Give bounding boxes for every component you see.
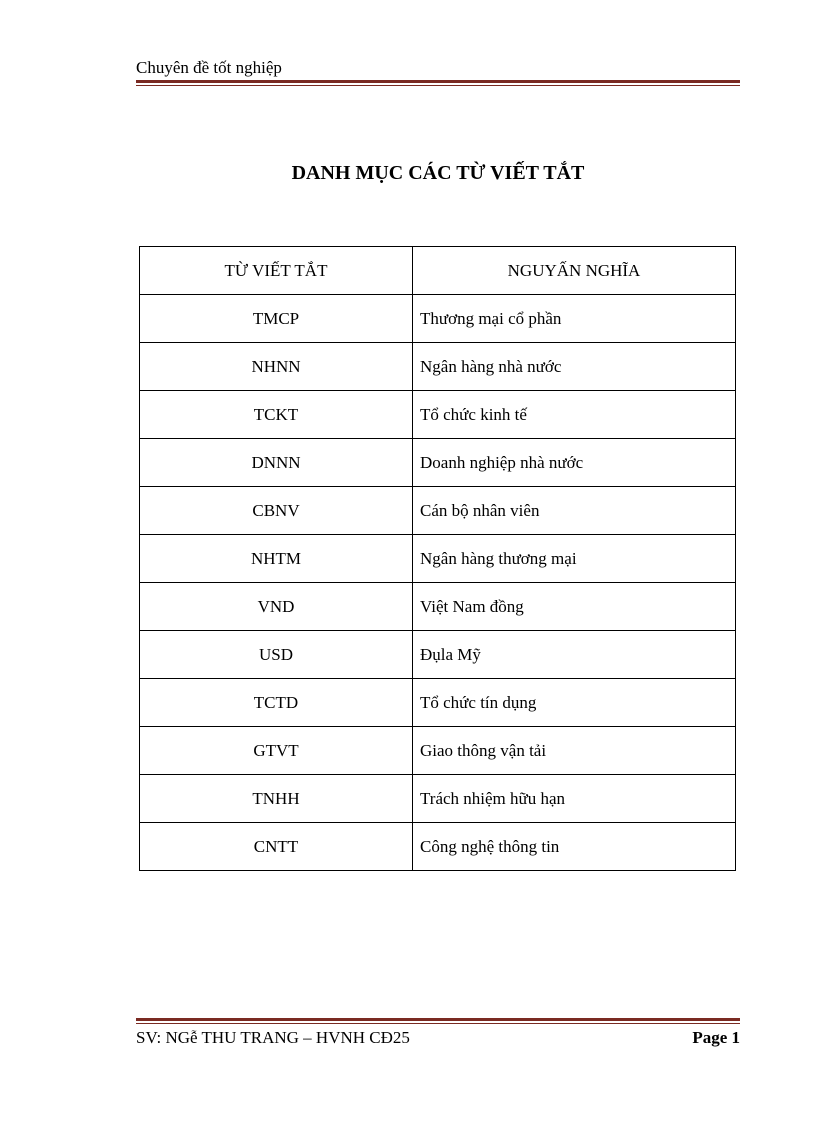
footer-student-info: SV: NGễ THU TRANG – HVNH CĐ25 <box>136 1028 410 1047</box>
meaning-cell: Trách nhiệm hữu hạn <box>413 775 736 823</box>
meaning-cell: Cán bộ nhân viên <box>413 487 736 535</box>
abbreviation-cell: TMCP <box>140 295 413 343</box>
abbreviation-cell: NHTM <box>140 535 413 583</box>
abbreviation-cell: NHNN <box>140 343 413 391</box>
table-row <box>140 487 736 535</box>
table-row <box>140 583 736 631</box>
abbreviation-cell: TCKT <box>140 391 413 439</box>
header-rule-thick <box>136 80 740 83</box>
table-row <box>140 727 736 775</box>
abbreviation-cell: USD <box>140 631 413 679</box>
header-rule-thin <box>136 85 740 86</box>
abbreviation-cell: TNHH <box>140 775 413 823</box>
abbreviation-cell: TCTD <box>140 679 413 727</box>
abbreviation-cell: DNNN <box>140 439 413 487</box>
meaning-cell: Tổ chức kinh tế <box>413 391 736 439</box>
page-title: DANH MỤC CÁC TỪ VIẾT TẮT <box>291 162 585 184</box>
column-header-meaning: NGUYẤN NGHĨA <box>413 247 736 295</box>
abbreviation-cell: VND <box>140 583 413 631</box>
table-row <box>140 343 736 391</box>
meaning-cell: Ngân hàng nhà nước <box>413 343 736 391</box>
table-row <box>140 535 736 583</box>
abbreviation-cell: GTVT <box>140 727 413 775</box>
meaning-cell: Giao thông vận tải <box>413 727 736 775</box>
column-header-abbreviation: TỪ VIẾT TẮT <box>140 247 413 295</box>
table-header-row <box>140 247 736 295</box>
table-row <box>140 295 736 343</box>
meaning-cell: Công nghệ thông tin <box>413 823 736 871</box>
abbreviation-cell: CNTT <box>140 823 413 871</box>
meaning-cell: Việt Nam đồng <box>413 583 736 631</box>
header-text: Chuyên đề tốt nghiệp <box>136 58 282 77</box>
footer-page-number: Page 1 <box>692 1028 740 1047</box>
footer-rule-thin <box>136 1023 740 1024</box>
footer-rule-thick <box>136 1018 740 1021</box>
table-row <box>140 631 736 679</box>
meaning-cell: Đụla Mỹ <box>413 631 736 679</box>
abbreviation-table <box>139 246 736 871</box>
meaning-cell: Doanh nghiệp nhà nước <box>413 439 736 487</box>
meaning-cell: Ngân hàng thương mại <box>413 535 736 583</box>
table-row <box>140 391 736 439</box>
table-row <box>140 823 736 871</box>
meaning-cell: Thương mại cổ phần <box>413 295 736 343</box>
table-row <box>140 775 736 823</box>
abbreviation-cell: CBNV <box>140 487 413 535</box>
table-row <box>140 439 736 487</box>
meaning-cell: Tổ chức tín dụng <box>413 679 736 727</box>
table-row <box>140 679 736 727</box>
